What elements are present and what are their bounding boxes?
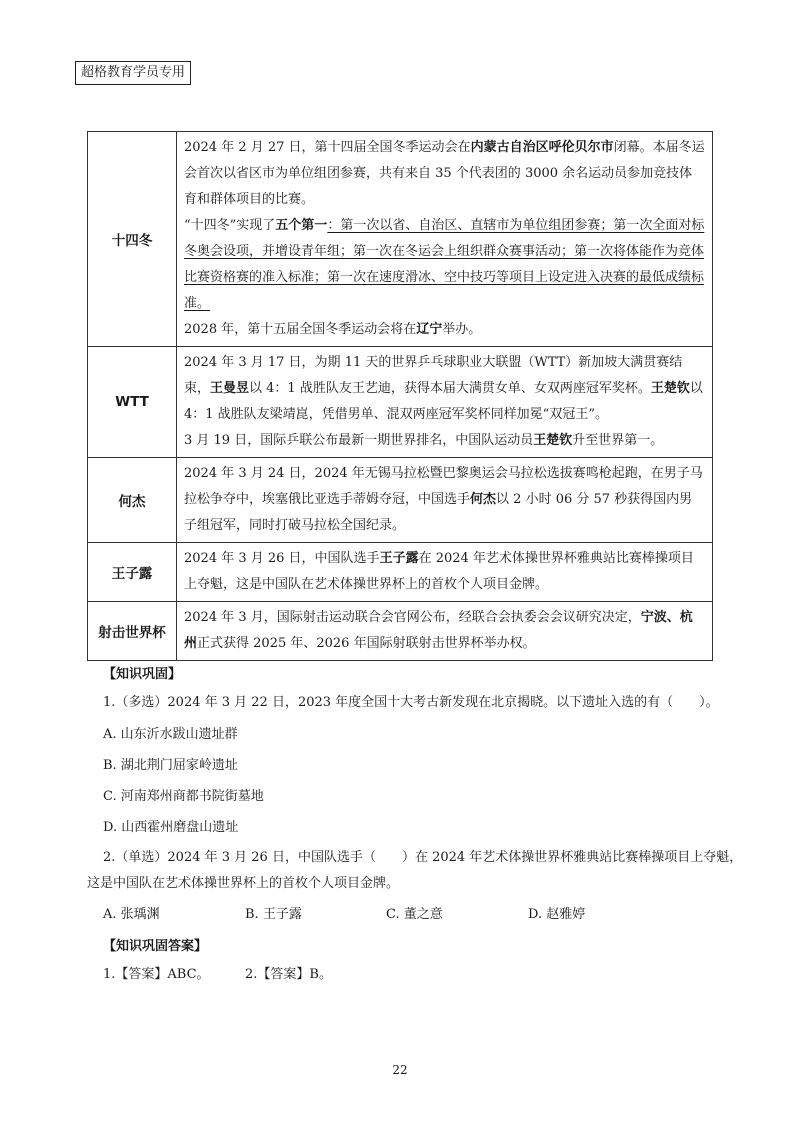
question-1: 1.（多选）2024 年 3 月 22 日，2023 年度全国十大考古新发现在北京揭晓。以下遗址入选的有（ ）。: [103, 695, 719, 710]
highlight: 宁波、杭州: [184, 610, 693, 651]
row-content: [177, 347, 713, 458]
answers-title: 【知识巩固答案】: [103, 939, 208, 954]
highlight: 王曼昱: [210, 381, 250, 396]
highlight: 五个第一: [275, 218, 328, 233]
highlight: 何杰: [470, 492, 497, 507]
paragraph: 2024 年 3 月 17 日，为期 11 天的世界乒乓球职业大联盟（WTT）新加坡大满贯赛结束，王曼昱以 4：1 战胜队友王艺迪，获得本届大满贯女单、女双两座冠军奖杯。王楚钦以 4：1 战胜队友梁靖崑，凭借男单、混双两座冠军奖杯同样加冕“双冠王”。: [184, 355, 703, 422]
option: C. 董之意: [386, 907, 443, 922]
answer: 1.【答案】ABC。: [103, 967, 210, 982]
question-2-continued: 这是中国队在艺术体操世界杯上的首枚个人项目金牌。: [87, 876, 400, 891]
paragraph: 2024 年 3 月 24 日，2024 年无锡马拉松暨巴黎奥运会马拉松选拔赛鸣枪起跑，在男子马拉松争夺中，埃塞俄比亚选手蒂姆夺冠，中国选手何杰以 2 小时 06 分 57 秒获得国内男子组冠军，同时打破马拉松全国纪录。: [184, 466, 703, 533]
option: B. 湖北荆门屈家岭遗址: [103, 758, 238, 773]
header-label: 超格教育学员专用: [75, 61, 191, 85]
table-row: [88, 543, 713, 602]
highlight: 王子露: [379, 551, 419, 566]
table-row: [88, 347, 713, 458]
row-label: 王子露: [88, 543, 177, 602]
table-row: [88, 132, 713, 347]
question-2: 2.（单选）2024 年 3 月 26 日，中国队选手（ ）在 2024 年艺术体操世界杯雅典站比赛棒操项目上夺魁，: [103, 850, 743, 865]
row-label: 十四冬: [88, 132, 177, 347]
paragraph: “十四冬”实现了五个第一：第一次以省、自治区、直辖市为单位组团参赛；第一次全面对标冬奥会设项，并增设青年组；第一次在冬运会上组织群众赛事活动；第一次将体能作为竞体比赛资格赛的准入标准；第一次在速度滑冰、空中技巧等项目上设定进入决赛的最低成绩标准。: [184, 218, 705, 311]
paragraph: 2024 年 3 月，国际射击运动联合会官网公布，经联合会执委会会议研究决定，宁波、杭州正式获得 2025 年、2026 年国际射联射击世界杯举办权。: [184, 610, 693, 651]
highlight: 内蒙古自治区呼伦贝尔市: [470, 140, 614, 155]
option: B. 王子露: [245, 907, 302, 922]
option: A. 张瑀渊: [103, 907, 160, 922]
row-label: 何杰: [88, 458, 177, 543]
row-content: [177, 132, 713, 347]
row-content: [177, 543, 713, 602]
table-row: [88, 602, 713, 661]
option: A. 山东沂水跋山遗址群: [103, 727, 238, 742]
highlight: 辽宁: [416, 322, 443, 337]
quiz-title: 【知识巩固】: [103, 667, 182, 682]
news-table: [87, 131, 713, 661]
paragraph: 3 月 19 日，国际乒联公布最新一期世界排名，中国队运动员王楚钦升至世界第一。: [184, 433, 664, 448]
option: C. 河南郑州商都书院街墓地: [103, 789, 264, 804]
row-label: WTT: [88, 347, 177, 458]
option: D. 赵雅婷: [528, 907, 586, 922]
paragraph: 2024 年 2 月 27 日，第十四届全国冬季运动会在内蒙古自治区呼伦贝尔市闭幕。本届冬运会首次以省区市为单位组团参赛，共有来自 35 个代表团的 3000 余名运动员参加竞技体育和群体项目的比赛。: [184, 140, 705, 207]
option: D. 山西霍州磨盘山遗址: [103, 820, 239, 835]
highlight: 王楚钦: [650, 381, 690, 396]
answer: 2.【答案】B。: [245, 967, 332, 982]
table-row: [88, 458, 713, 543]
paragraph: 2024 年 3 月 26 日，中国队选手王子露在 2024 年艺术体操世界杯雅典站比赛棒操项目上夺魁，这是中国队在艺术体操世界杯上的首枚个人项目金牌。: [184, 551, 694, 592]
row-content: [177, 458, 713, 543]
row-content: [177, 602, 713, 661]
page-number: 22: [392, 1063, 408, 1077]
paragraph: 2028 年，第十五届全国冬季运动会将在辽宁举办。: [184, 322, 482, 337]
highlight: 王楚钦: [533, 433, 573, 448]
row-label: 射击世界杯: [88, 602, 177, 661]
